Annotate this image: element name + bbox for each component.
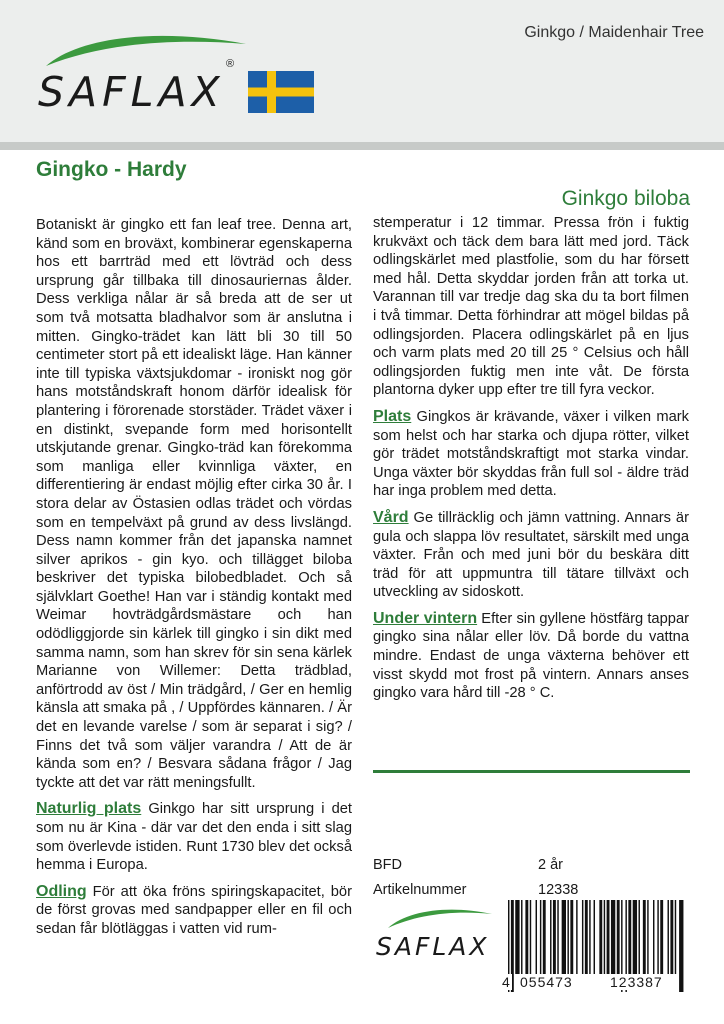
header-divider	[0, 142, 724, 150]
species-subtitle: Ginkgo / Maidenhair Tree	[524, 24, 704, 41]
cultivation-section	[36, 883, 352, 939]
barcode-digits-right: 123387	[610, 974, 663, 990]
left-column	[36, 216, 352, 939]
cultivation-text-start: För att öka fröns spiringskapacitet, bör de först grovas med sandpapper eller en fil och sedan får blötläggas i vatten vid rum-	[36, 883, 352, 937]
location-section	[373, 408, 689, 501]
article-number-label: Artikelnummer	[373, 882, 467, 898]
winter-heading: Under vintern	[373, 609, 478, 627]
natural-location-heading: Naturlig plats	[36, 800, 142, 818]
location-text: Gingkos är krävande, växer i vilken mark som helst och har starka och djupa rötter, vilket gör trädet motståndskraftigt mot starka vindar. Unga växter bör skyddas från full sol - äldre träd har inga problem med detta.	[373, 408, 689, 500]
natural-location-text: Ginkgo har sitt ursprung i det som nu är Kina - där var det den enda i sitt slag som överlevde istiden. Runt 1730 blev det också hemma i Europa.	[36, 801, 352, 874]
latin-name: Ginkgo biloba	[561, 187, 690, 210]
sweden-flag-icon	[248, 71, 314, 113]
care-heading: Vård	[373, 508, 409, 526]
right-column	[373, 214, 689, 703]
care-text: Ge tillräcklig och jämn vattning. Annars är gula och slappa löv resultatet, särskilt med unga växter. Från och med juni bör du beskära ditt träd för att uppmuntra till tätare tillväxt och utveckling av sidoskott.	[373, 509, 689, 601]
section-divider	[373, 770, 690, 773]
footer-logo-swoosh-icon	[384, 906, 494, 930]
registered-mark: ®	[226, 58, 235, 70]
bfd-label: BFD	[373, 857, 402, 873]
brand-logo: SAFLAX	[38, 68, 225, 116]
product-title: Gingko - Hardy	[36, 158, 187, 181]
cultivation-text-continued: stemperatur i 12 timmar. Pressa frön i fuktig krukväxt och täck dem bara lätt med jord. Täck odlingskärlet med plastfolie, som du har försett med hål. Detta skyddar jorden från att torka ut. Varannan till var tredje dag ska du ta bort filmen i två timmar. Detta förhindrar att mögel bildas på odlingsjorden. Placera odlingskärlet på en ljus och varm plats med 20 till 25 ° Celsius och håll odlingsjorden fuktig men inte våt. De första plantorna dyker upp efter tre till fyra veckor.	[373, 215, 689, 399]
bfd-value: 2 år	[538, 857, 563, 873]
natural-location-section	[36, 800, 352, 874]
barcode-digit-first: 4	[502, 974, 510, 990]
location-heading: Plats	[373, 407, 412, 425]
care-section	[373, 509, 689, 602]
winter-section	[373, 610, 689, 703]
logo-swoosh-icon	[40, 30, 250, 70]
cultivation-heading: Odling	[36, 882, 87, 900]
intro-paragraph: Botaniskt är gingko ett fan leaf tree. Denna art, känd som en broväxt, kombinerar egenskaperna hos ett barrträd med ett lövträd och dess ursprung går tillbaka till dinosauriernas ålder. Dess verkliga nålar är så breda att de ser ut som två motsatta bladhalvor som är anslutna i mitten. Gingko-trädet kan lätt bli 30 till 50 centimeter stort på ett idealiskt läge. Han känner inte till typiska växtsjukdomar - ironiskt nog gör hans motståndskraft honom därför idealisk för plantering i förorenade storstäder. Trädet växer i en distinkt, svepande form med horisontellt utskjutande grenar. Gingko-träd kan förekomma som manliga eller kvinnliga växter, en differentiering är endast möjlig efter cirka 30 år. I stora delar av Östasien odlas trädet och vördas som en tempelväxt på grund av dess livslängd. Dess namn kommer från det japanska namnet silver aprikos - gin kyo. och tillägget biloba beskriver det typiska bilobedbladet. Och så självklart Goethe! Han var i ständig kontakt med Weimar hovträdgårdsmästare och han odödliggjorde sin kärlek till gingko i sin dikt med samma namn, som han skrev för sin sena kärlek Marianne von Willemer: Detta trädblad, anförtrodd av öst / Min trädgård, / Ger en hemlig känsla att smaka på , / Uppfördes kännaren. / Är det en levande varelse / som är separat i sig? / Finns det två som väljer varandra / Att de är kända som en? / Besvara sådana frågor / Jag tyckte att det var rätt meningsfullt.	[36, 217, 352, 791]
winter-text: Efter sin gyllene höstfärg tappar gingko sina nålar eller löv. Då borde du vattna mindre. Endast de unga växterna behöver ett visst skydd mot frost på vintern. Annars anses gingko vara hård till -28 ° C.	[373, 610, 689, 702]
footer-brand-logo: SAFLAX	[376, 932, 490, 961]
article-number-value: 12338	[538, 882, 579, 898]
barcode-digits-left: 055473	[520, 974, 573, 990]
